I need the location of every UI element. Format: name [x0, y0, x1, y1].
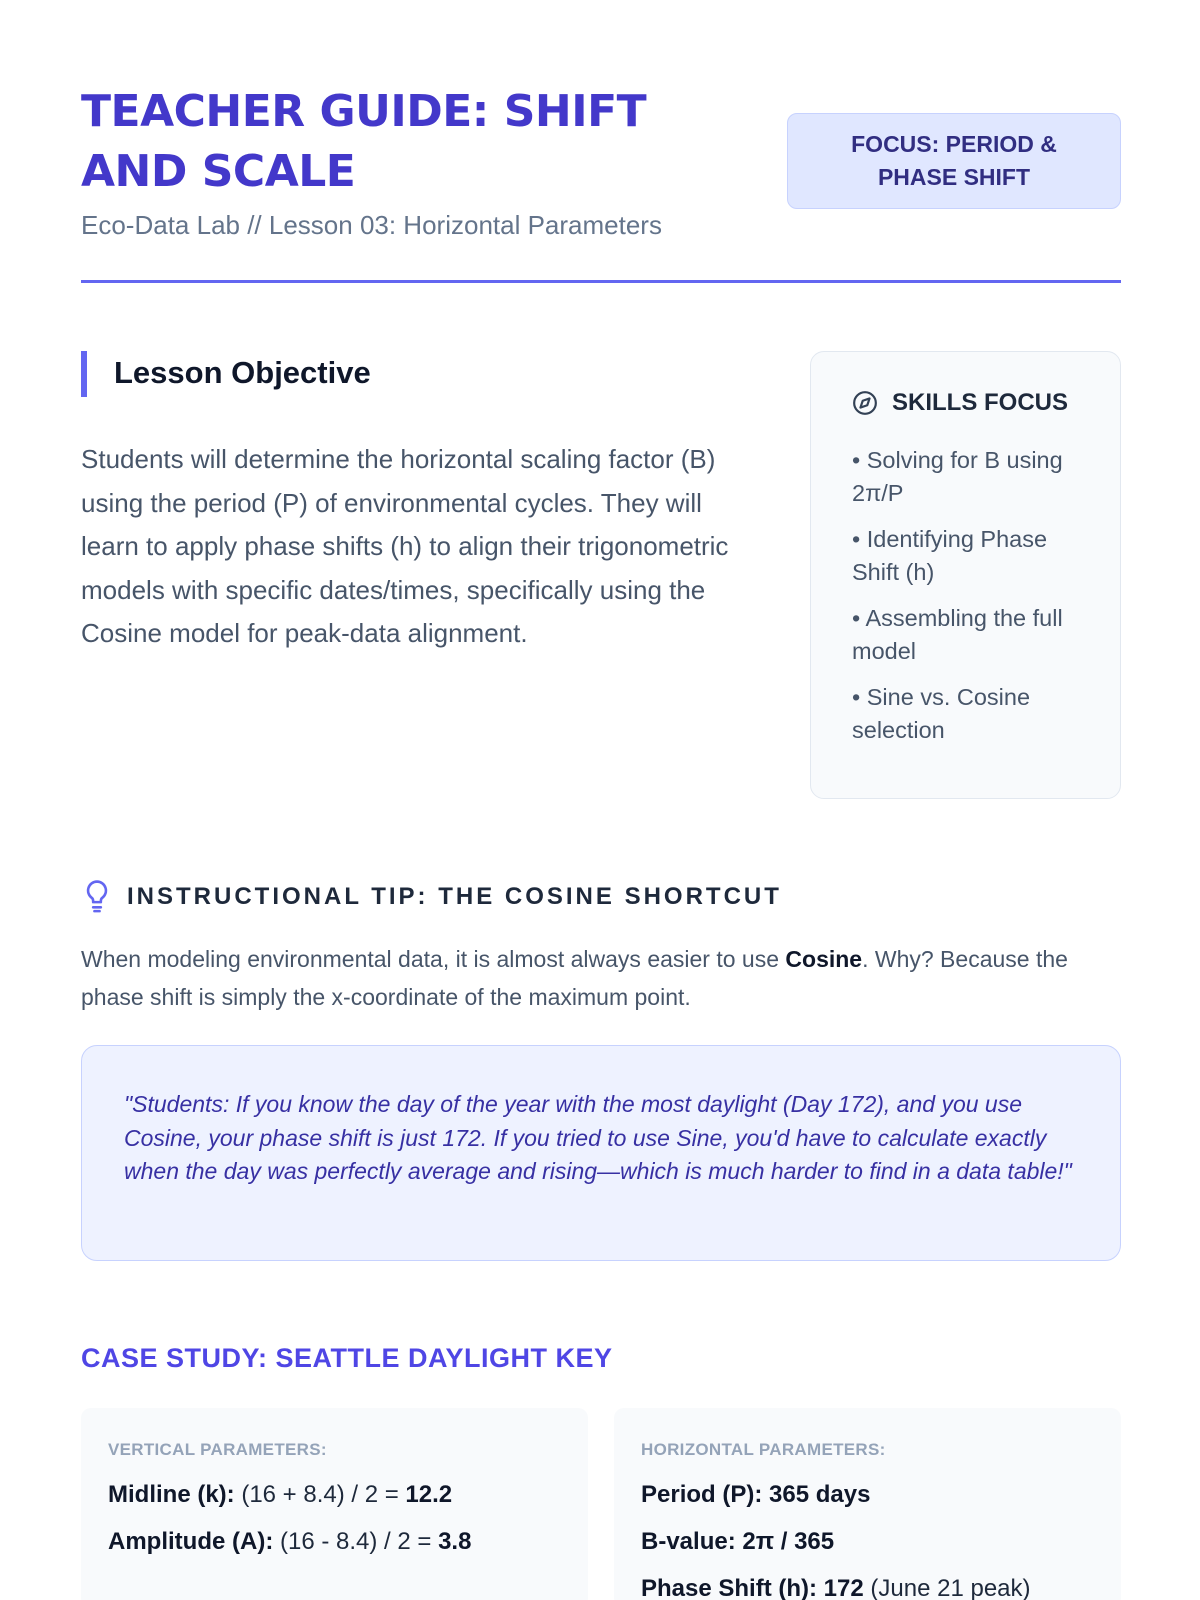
objective-accent-bar [81, 351, 87, 397]
amplitude-line [108, 1529, 561, 1555]
phase-shift-line [641, 1576, 1094, 1600]
teacher-quote: "Students: If you know the day of the year with the most daylight (Day 172), and you use Cosine, your phase shift is just 172. If you tried to use Sine, you'd have to calculate exactly when the day was perfectly average and rising—which is much harder to find in a data table!" [124, 1091, 1072, 1184]
midline-value: 12.2 [405, 1481, 453, 1508]
skills-focus-title: SKILLS FOCUS [892, 389, 1069, 416]
header-divider [81, 280, 1121, 283]
skills-list-item: • Identifying Phase Shift (h) [852, 526, 1048, 585]
lightbulb-icon [81, 879, 113, 915]
skills-list-item: • Solving for B using 2π/P [852, 447, 1063, 506]
b-value-label: B-value: [641, 1528, 736, 1555]
skills-focus-card [810, 351, 1121, 799]
vertical-parameters-card [81, 1408, 588, 1600]
amplitude-value: 3.8 [438, 1528, 472, 1555]
skills-focus-header [852, 389, 1084, 417]
midline-line [108, 1482, 561, 1508]
compass-icon [852, 390, 878, 416]
phase-shift-label: Phase Shift (h): [641, 1575, 818, 1600]
phase-shift-note: (June 21 peak) [863, 1575, 1031, 1600]
tip-title: INSTRUCTIONAL TIP: THE COSINE SHORTCUT [127, 883, 782, 910]
period-value: 365 days [762, 1481, 871, 1508]
objective-title: Lesson Objective [114, 355, 371, 390]
midline-label: Midline (k): [108, 1481, 235, 1508]
page-subtitle: Eco-Data Lab // Lesson 03: Horizontal Parameters [81, 210, 662, 240]
period-line [641, 1482, 1094, 1508]
tip-text-after: . Why? Because the phase shift is simply the x-coordinate of the maximum point. [81, 946, 1068, 1010]
quote-box [81, 1045, 1121, 1261]
b-value-line [641, 1529, 1094, 1555]
tip-text-bold: Cosine [785, 946, 863, 972]
vertical-parameters-label: VERTICAL PARAMETERS: [108, 1440, 327, 1459]
tip-text-before: When modeling environmental data, it is almost always easier to use [81, 946, 786, 972]
page-header [81, 82, 1121, 241]
horizontal-parameters-card [614, 1408, 1121, 1600]
skills-list-item: • Sine vs. Cosine selection [852, 684, 1031, 743]
phase-shift-value: 172 [817, 1575, 864, 1600]
tip-text [81, 940, 1121, 1016]
amplitude-label: Amplitude (A): [108, 1528, 274, 1555]
amplitude-calc: (16 - 8.4) / 2 = [273, 1528, 439, 1555]
skills-list-item: • Assembling the full model [852, 605, 1063, 664]
midline-calc: (16 + 8.4) / 2 = [234, 1481, 406, 1508]
page-title: TEACHER GUIDE: SHIFT AND SCALE [81, 86, 647, 197]
case-study-title: CASE STUDY: SEATTLE DAYLIGHT KEY [81, 1343, 613, 1373]
skills-list [852, 444, 1084, 747]
period-label: Period (P): [641, 1481, 763, 1508]
horizontal-parameters-label: HORIZONTAL PARAMETERS: [641, 1440, 886, 1459]
focus-badge: FOCUS: PERIOD & PHASE SHIFT [787, 113, 1121, 209]
objective-text: Students will determine the horizontal scaling factor (B) using the period (P) of environmental cycles. They will learn to apply phase shifts (h) to align their trigonometric models with specific dates/times, specifically using the Cosine model for peak-data alignment. [81, 444, 729, 648]
b-value: 2π / 365 [735, 1528, 835, 1555]
tip-header [81, 879, 782, 915]
